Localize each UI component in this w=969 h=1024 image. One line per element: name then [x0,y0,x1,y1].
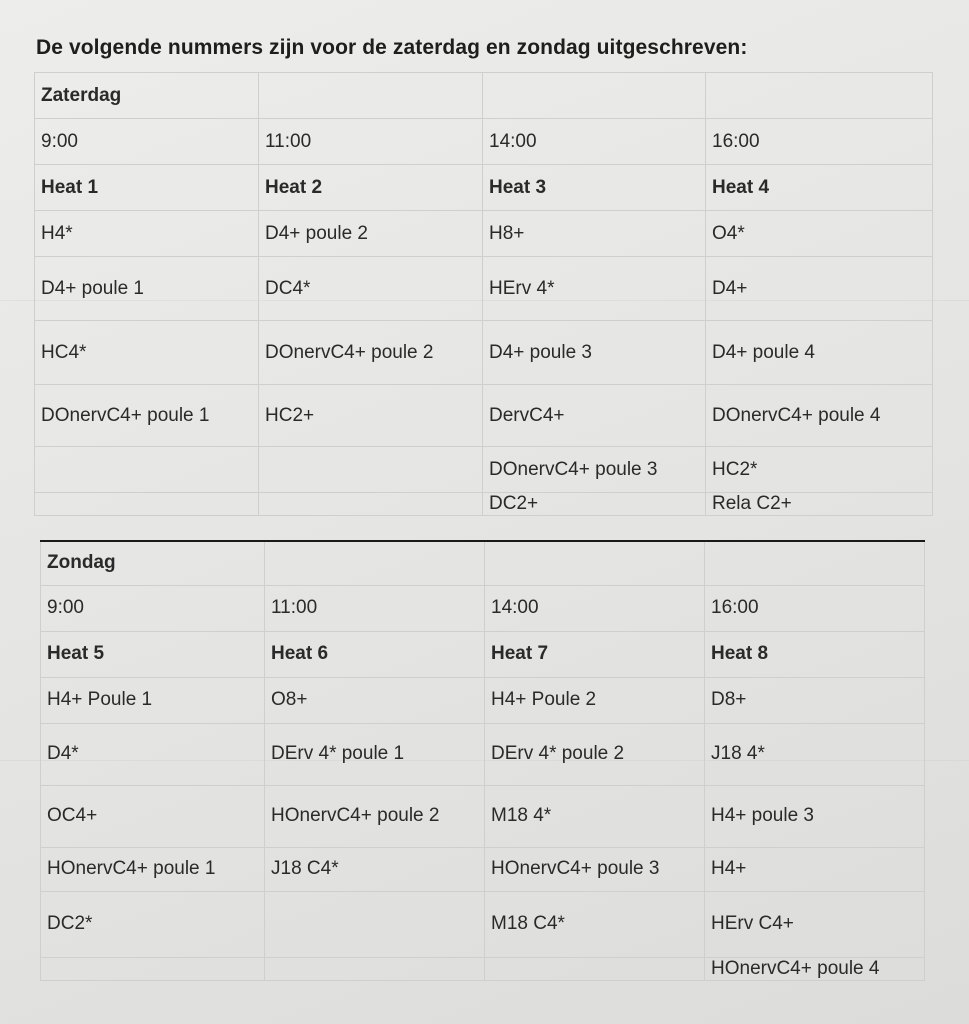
event-row [35,447,933,493]
time-cell: 11:00 [259,119,483,165]
empty-cell [705,541,925,585]
event-row [41,957,925,980]
day-header-row [35,73,933,119]
empty-cell [259,447,483,493]
event-row [41,677,925,723]
event-cell: D4* [41,723,265,785]
heat-label: Heat 4 [706,165,933,211]
event-row [35,257,933,321]
empty-cell [35,447,259,493]
day-header-row [41,541,925,585]
event-cell: J18 4* [705,723,925,785]
heat-row [35,165,933,211]
time-row [35,119,933,165]
time-cell: 16:00 [706,119,933,165]
time-cell: 9:00 [35,119,259,165]
time-cell: 16:00 [705,585,925,631]
event-cell: DOnervC4+ poule 2 [259,321,483,385]
event-row [41,891,925,957]
event-cell: H4+ Poule 1 [41,677,265,723]
event-row [41,785,925,847]
time-cell: 14:00 [483,119,706,165]
event-cell: H4* [35,211,259,257]
empty-cell [485,957,705,980]
event-cell: O4* [706,211,933,257]
event-cell: H4+ poule 3 [705,785,925,847]
event-cell: OC4+ [41,785,265,847]
event-cell: HErv C4+ [705,891,925,957]
event-cell: HOnervC4+ poule 4 [705,957,925,980]
event-cell: H8+ [483,211,706,257]
time-row [41,585,925,631]
event-cell: H4+ Poule 2 [485,677,705,723]
event-cell: D4+ poule 3 [483,321,706,385]
saturday-schedule-table [34,72,933,516]
event-row [41,723,925,785]
event-cell: HC4* [35,321,259,385]
event-cell: HErv 4* [483,257,706,321]
event-row [35,211,933,257]
empty-cell [41,957,265,980]
event-cell: D4+ poule 2 [259,211,483,257]
event-cell: DervC4+ [483,385,706,447]
time-cell: 14:00 [485,585,705,631]
empty-cell [259,73,483,119]
event-cell: M18 4* [485,785,705,847]
event-cell: DErv 4* poule 2 [485,723,705,785]
event-cell: HOnervC4+ poule 2 [265,785,485,847]
heat-label: Heat 5 [41,631,265,677]
event-cell: H4+ [705,847,925,891]
sunday-schedule-table [40,540,925,981]
event-cell: D4+ poule 4 [706,321,933,385]
empty-cell [483,73,706,119]
event-cell: DOnervC4+ poule 4 [706,385,933,447]
event-cell: DC4* [259,257,483,321]
event-cell: DErv 4* poule 1 [265,723,485,785]
event-cell: HOnervC4+ poule 3 [485,847,705,891]
sunday-schedule-body [41,541,925,980]
empty-cell [35,493,259,516]
day-label: Zondag [41,541,265,585]
empty-cell [485,541,705,585]
event-cell: HC2* [706,447,933,493]
event-cell: DOnervC4+ poule 1 [35,385,259,447]
event-cell: O8+ [265,677,485,723]
heat-label: Heat 1 [35,165,259,211]
heat-label: Heat 3 [483,165,706,211]
event-cell: M18 C4* [485,891,705,957]
empty-cell [706,73,933,119]
day-label: Zaterdag [35,73,259,119]
empty-cell [265,957,485,980]
time-cell: 11:00 [265,585,485,631]
event-row [35,385,933,447]
event-cell: DOnervC4+ poule 3 [483,447,706,493]
event-cell: D4+ poule 1 [35,257,259,321]
event-row [35,493,933,516]
event-cell: D4+ [706,257,933,321]
heat-label: Heat 8 [705,631,925,677]
event-cell: HC2+ [259,385,483,447]
empty-cell [259,493,483,516]
heat-label: Heat 6 [265,631,485,677]
event-cell: D8+ [705,677,925,723]
event-cell: Rela C2+ [706,493,933,516]
saturday-schedule-body [35,73,933,516]
empty-cell [265,541,485,585]
empty-cell [265,891,485,957]
heat-label: Heat 7 [485,631,705,677]
event-cell: HOnervC4+ poule 1 [41,847,265,891]
event-cell: DC2* [41,891,265,957]
event-cell: DC2+ [483,493,706,516]
heat-label: Heat 2 [259,165,483,211]
page-title: De volgende nummers zijn voor de zaterdag en zondag uitgeschreven: [36,36,748,59]
event-row [41,847,925,891]
heat-row [41,631,925,677]
event-row [35,321,933,385]
event-cell: J18 C4* [265,847,485,891]
time-cell: 9:00 [41,585,265,631]
